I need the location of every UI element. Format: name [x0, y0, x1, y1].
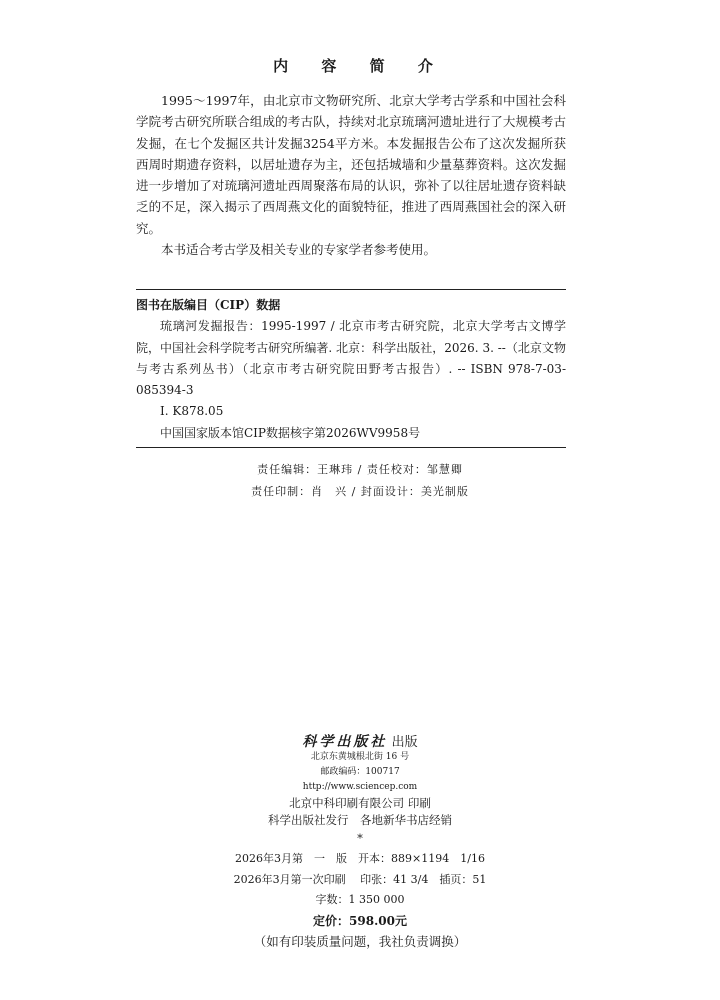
quality-notice: （如有印装质量问题，我社负责调换）: [253, 934, 467, 949]
edition-line: 2026年3月第 一 版 开本：889×1194 1/16: [235, 852, 485, 865]
printer-line: 北京中科印刷有限公司 印刷: [289, 796, 431, 810]
editors-line: 责任编辑：王琳玮 / 责任校对：邹慧卿: [257, 463, 463, 476]
intro-paragraph: 1995～1997年，由北京市文物研究所、北京大学考古学系和中国社会科学院考古研究所联合组成的考古队，持续对北京琉璃河遗址进行了大规模考古发掘，在七个发掘区共计发掘3254平方米。本发掘报告公布了这次发掘所获西周时期遗存资料，以居址遗存为主，还包括城墙和少量墓葬资料。这次发掘进一步增加了对琉璃河遗址西周聚落布局的认识，弥补了以往居址遗存资料缺乏的不足，深入揭示了西周燕文化的面貌特征，推进了西周燕国社会的深入研究。: [136, 93, 566, 236]
distribution-line: 科学出版社发行 各地新华书店经销: [268, 813, 452, 827]
intro-heading: 内 容 简 介: [273, 57, 447, 75]
publisher-address: 北京东黄城根北街 16 号: [310, 752, 410, 762]
publisher-name: [0, 731, 720, 751]
publisher-suffix: 出版: [391, 735, 418, 750]
cip-section: [136, 295, 566, 444]
intro-section: [136, 90, 566, 260]
price: 定价：598.00元: [313, 914, 407, 928]
cip-body: 琉璃河发掘报告：1995-1997 / 北京市考古研究院，北京大学考古文博学院，中国社会科学院考古研究所编著. 北京：科学出版社，2026. 3. --（北京文物与考古系列丛书）（北京市考古研究院田野考古报告）. -- ISBN 978-7-03-085394-3: [136, 319, 566, 398]
divider: [136, 289, 566, 290]
divider: [136, 447, 566, 448]
publisher-postcode: 邮政编码：100717: [320, 767, 400, 777]
printing-line: 2026年3月第一次印刷 印张：41 3/4 插页：51: [233, 873, 487, 886]
editors-section: [0, 459, 720, 503]
intro-paragraph: 本书适合考古学及相关专业的专家学者参考使用。: [161, 242, 437, 258]
cip-verification: 中国国家版本馆CIP数据核字第2026WV9958号: [160, 425, 421, 440]
publisher-website: http://www.sciencep.com: [302, 782, 418, 792]
word-count: 字数：1 350 000: [315, 893, 405, 906]
editors-line: 责任印制：肖 兴 / 封面设计：美光制版: [251, 485, 469, 498]
cip-classification: Ⅰ. K878.05: [160, 404, 224, 419]
cip-title: 图书在版编目（CIP）数据: [136, 298, 281, 312]
separator-mark: *: [357, 831, 363, 845]
publisher-logo: 科学出版社: [302, 734, 388, 750]
